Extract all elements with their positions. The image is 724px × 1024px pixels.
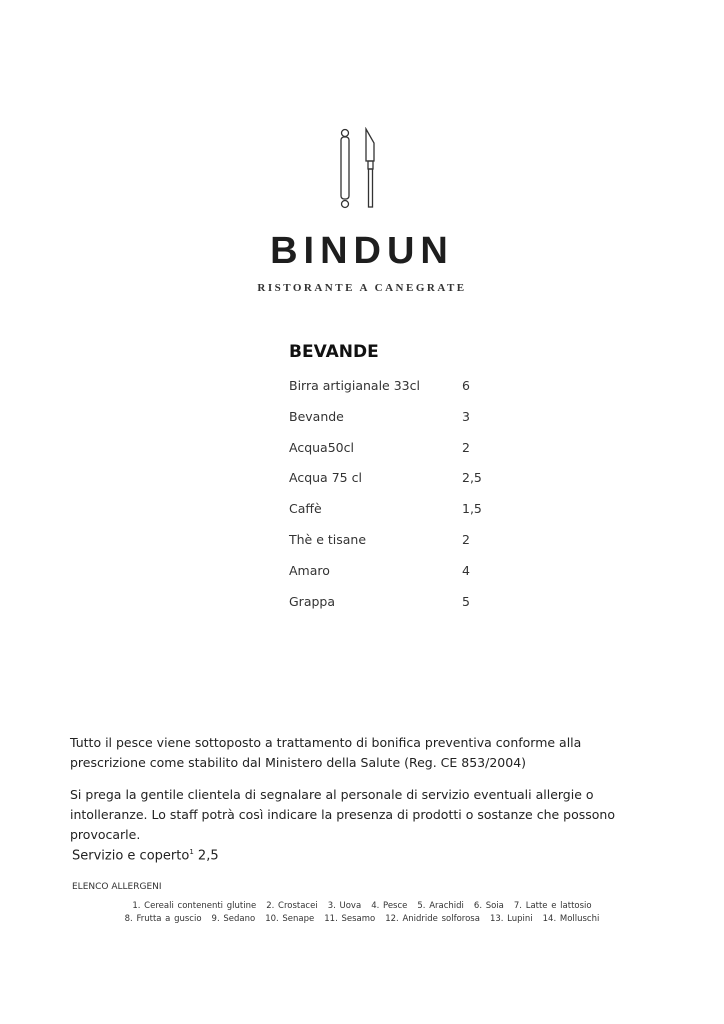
allergen-item: 4. Pesce bbox=[371, 901, 408, 911]
allergen-item: 1. Cereali contenenti glutine bbox=[132, 901, 257, 911]
menu-item bbox=[289, 594, 489, 609]
allergen-item: 12. Anidride solforosa bbox=[385, 914, 480, 924]
allergen-item: 5. Arachidi bbox=[417, 901, 464, 911]
menu-item bbox=[289, 563, 489, 578]
brand-name: BINDUN bbox=[270, 230, 454, 272]
section-title: BEVANDE bbox=[289, 342, 379, 362]
item-name: Acqua50cl bbox=[289, 439, 354, 455]
item-name: Birra artigianale 33cl bbox=[289, 378, 420, 393]
item-name: Caffè bbox=[289, 501, 322, 517]
menu-item bbox=[289, 470, 489, 485]
allergen-item: 9. Sedano bbox=[211, 914, 256, 924]
item-name: Bevande bbox=[289, 408, 344, 424]
menu-item bbox=[289, 378, 489, 393]
brand-tagline: RISTORANTE A CANEGRATE bbox=[257, 282, 467, 294]
allergens-line-2 bbox=[0, 914, 724, 924]
item-price: 2,5 bbox=[462, 470, 482, 486]
item-name: Grappa bbox=[289, 593, 336, 609]
allergen-item: 8. Frutta a guscio bbox=[124, 914, 202, 924]
menu-item bbox=[289, 501, 489, 516]
allergen-item: 6. Soia bbox=[473, 901, 504, 911]
item-price: 6 bbox=[462, 378, 470, 393]
allergen-item: 10. Senape bbox=[265, 914, 315, 924]
fish-note: Tutto il pesce viene sottoposto a trattamento di bonifica preventiva conforme alla prescrizione come stabilito dal Ministero della Salute (Reg. CE 853/2004) bbox=[70, 735, 582, 770]
item-price: 5 bbox=[462, 593, 470, 609]
allergen-item: 14. Molluschi bbox=[542, 914, 600, 924]
item-price: 3 bbox=[462, 408, 470, 424]
item-price: 2 bbox=[462, 439, 470, 455]
allergen-item: 11. Sesamo bbox=[324, 914, 376, 924]
item-name: Amaro bbox=[289, 562, 330, 578]
allergy-note: Si prega la gentile clientela di segnalare al personale di servizio eventuali allergie o intolleranze. Lo staff potrà così indicare la presenza di prodotti o sostanze che possono provocarle. bbox=[70, 787, 615, 842]
menu-item bbox=[289, 440, 489, 455]
item-name: Acqua 75 cl bbox=[289, 470, 362, 486]
allergen-item: 3. Uova bbox=[327, 901, 362, 911]
allergens-title: ELENCO ALLERGENI bbox=[72, 882, 162, 892]
item-price: 1,5 bbox=[462, 501, 482, 517]
allergen-item: 7. Latte e lattosio bbox=[513, 901, 592, 911]
item-name: Thè e tisane bbox=[289, 532, 367, 547]
item-price: 4 bbox=[462, 562, 470, 578]
menu-item bbox=[289, 532, 489, 547]
item-price: 2 bbox=[462, 532, 470, 547]
menu-item bbox=[289, 409, 489, 424]
allergens-line-1 bbox=[0, 901, 724, 911]
allergen-item: 2. Crostacei bbox=[266, 901, 318, 911]
rolling-pin-knife-logo-icon bbox=[330, 127, 380, 212]
cover-footnote: 1 bbox=[189, 848, 194, 856]
cover-price: 2,5 bbox=[197, 848, 219, 864]
allergen-item: 13. Lupini bbox=[489, 914, 533, 924]
cover-charge bbox=[72, 848, 219, 863]
cover-label: Servizio e coperto bbox=[72, 848, 190, 864]
